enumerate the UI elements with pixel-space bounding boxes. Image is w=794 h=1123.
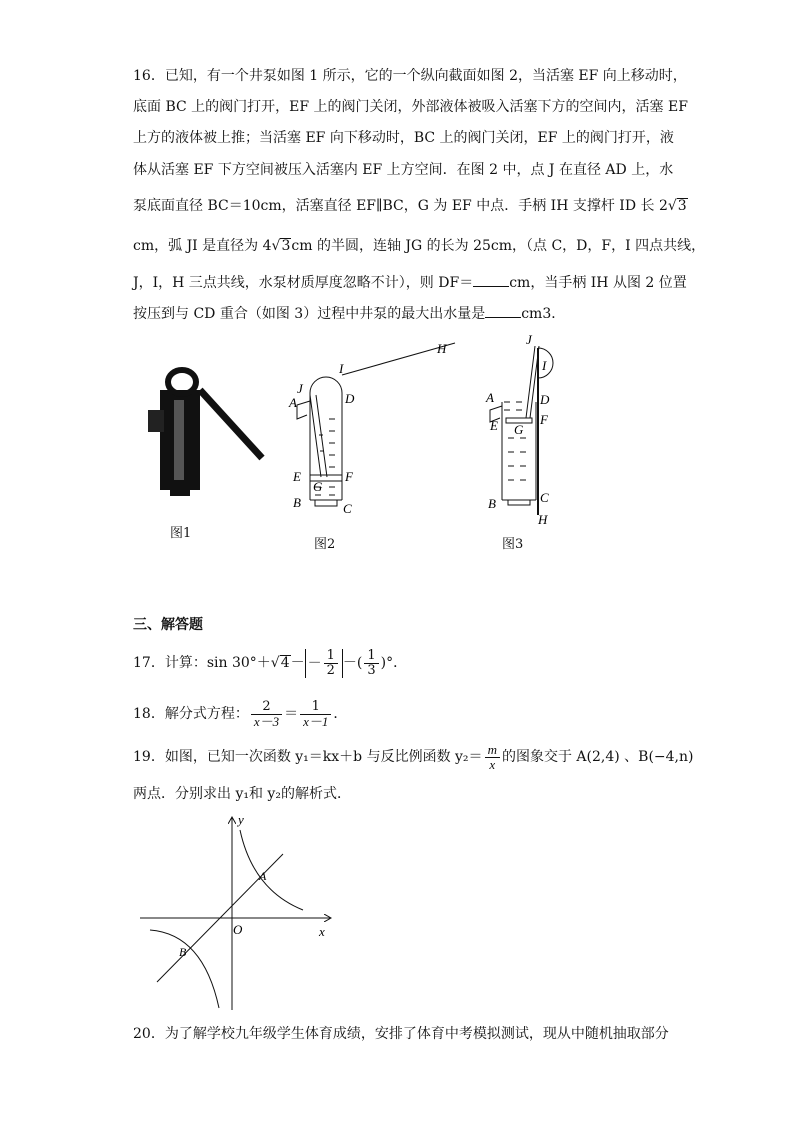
q16-line-8 [133,303,565,324]
q16-line-8-text-a: 按压到与 CD 重合（如图 3）过程中井泵的最大出水量是 [133,306,486,322]
q16-line-1: 16．已知，有一个井泵如图 1 所示，它的一个纵向截面如图 2，当活塞 EF 向上移动时， [133,68,687,84]
q19-text-a: 19．如图，已知一次函数 y₁＝kx＋b 与反比例函数 y₂＝ [133,749,483,765]
label-j: J [297,381,303,396]
arc-ji [310,377,342,393]
sqrt-value: 3 [677,198,687,214]
denominator: 3 [367,662,376,678]
liquid-dashes [504,402,526,480]
q19-text-b: 的图象交于 A(2,4) 、B(−4,n) [501,749,694,765]
denominator: 2 [326,662,335,678]
pump-base [170,488,190,496]
q18-end: ． [333,706,348,722]
x-axis-label: x [319,924,325,939]
q16-line-6-text-c: cm 的半圆，连轴 JG 的长为 25cm，（点 C，D，F，I 四点共线， [291,238,706,254]
spout [297,401,310,419]
y-axis-label: y [238,812,244,827]
q16-line-5-text: 泵底面直径 BC＝10cm，活塞直径 EF∥BC，G 为 EF 中点．手柄 IH 支撑杆 ID 长 2 [133,198,668,214]
figure-1-caption: 图1 [170,526,192,541]
origin-label: O [233,922,243,937]
base-valve [508,500,530,505]
point-a-label: A [259,869,267,883]
q18 [133,697,347,731]
rod-jg [526,346,535,418]
q16-line-6-text-a: cm，弧 JI 是直径为 4 [133,238,272,254]
numerator: 1 [300,700,331,715]
sqrt-symbol: √ [271,238,281,254]
sqrt-value: 4 [280,655,290,671]
rod-jg [310,395,321,477]
q20-line-1: 20．为了解学校九年级学生体育成绩，安排了体育中考模拟测试，现从中随机抽取部分 [133,1026,669,1042]
label-d: D [345,391,355,406]
sqrt-symbol: √ [667,198,677,214]
q17-text-b: － [290,655,305,671]
label-d: D [540,392,550,407]
denominator: x－1 [303,713,329,729]
rod-jg-inner [316,395,327,477]
label-b: B [293,495,301,510]
figure-2-caption: 图2 [314,537,336,552]
label-i: I [339,361,344,376]
fraction-left [251,700,282,729]
numerator: 2 [251,700,282,715]
figure-3-diagram [480,330,590,530]
q16-line-7-text-a: J，I，H 三点共线，水泵材质厚度忽略不计），则 DF＝ [133,275,474,291]
q17 [133,646,407,680]
label-h: H [437,341,447,356]
figure-2-diagram [285,335,465,525]
pump-photo-figure [130,360,270,500]
q19-line-1 [133,740,693,774]
q16-line-2: 底面 BC 上的阀门打开，EF 上的阀门关闭，外部液体被吸入活塞下方的空间内，活塞 EF [133,99,688,115]
q17-text-c: －( [342,655,363,671]
answer-blank [485,303,521,318]
denominator: x－3 [253,713,280,729]
fraction-half [324,649,338,678]
label-h: H [538,512,548,527]
fraction-m-over-x [485,743,500,772]
q19-line-2: 两点．分别求出 y₁和 y₂的解析式． [133,786,351,802]
label-a: A [289,395,297,410]
numerator: 1 [364,649,378,664]
label-i: I [542,358,547,373]
q16-line-7-text-b: cm，当手柄 IH 从图 2 位置 [509,275,687,291]
label-g: G [313,479,323,494]
label-j: J [526,332,532,347]
numerator: 1 [324,649,338,664]
absolute-value: － $\frac{1}{2}$ [305,649,343,678]
q16-line-3: 上方的液体被上推；当活塞 EF 向下移动时，BC 上的阀门关闭，EF 上的阀门打开，液 [133,130,674,146]
q18-text-a: 18．解分式方程： [133,706,249,722]
label-b: B [488,496,496,511]
pump-spout [148,410,164,432]
q16-line-8-text-b: cm3． [521,306,566,322]
label-a: A [486,390,494,405]
q16-line-5 [133,196,688,216]
hyperbola-branch-1 [240,830,303,910]
base-valve [315,500,337,506]
q17-text-d: )°． [380,655,408,671]
pump-lever [200,390,262,458]
denominator: x [489,756,496,772]
pump-highlight [174,400,184,480]
fraction-third [364,649,378,678]
label-e: E [490,418,498,433]
function-graph [135,812,340,1014]
hyperbola-branch-2 [150,930,219,1008]
sqrt-symbol: √ [270,655,280,671]
point-b-label: B [179,945,187,959]
sqrt-value: 3 [281,238,291,254]
numerator: m [485,743,500,758]
q17-text-a: 17．计算：sin 30°＋ [133,655,271,671]
label-g: G [514,422,524,437]
label-f: F [345,469,353,484]
equals-sign: ＝ [284,706,299,722]
q16-line-7 [133,272,687,293]
label-c: C [540,490,549,505]
label-e: E [293,469,301,484]
q16-line-6 [133,236,705,256]
fraction-right [300,700,331,729]
figure-3-caption: 图3 [502,537,524,552]
label-f: F [540,412,548,427]
label-c: C [343,501,352,516]
answer-blank [473,272,509,287]
q16-line-4: 体从活塞 EF 下方空间被压入活塞内 EF 上方空间．在图 2 中，点 J 在直径 AD 上，水 [133,162,674,178]
section-heading: 三、解答题 [133,617,203,633]
